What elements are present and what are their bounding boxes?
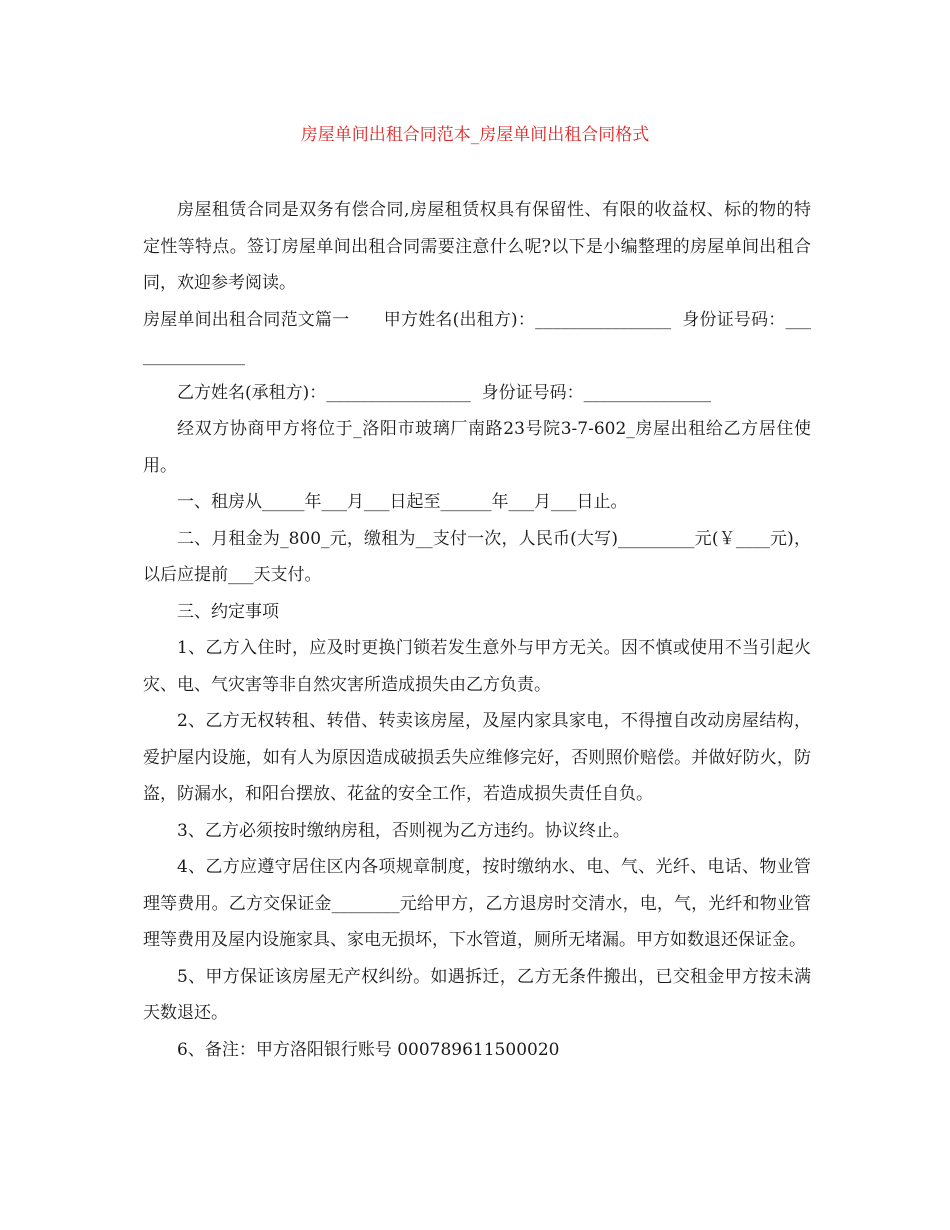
item-3-paragraph: 3、乙方必须按时缴纳房租，否则视为乙方违约。协议终止。 bbox=[177, 820, 630, 841]
document-title: 房屋单间出租合同范本_房屋单间出租合同格式 bbox=[300, 125, 650, 145]
document-body bbox=[143, 192, 811, 1068]
item-6-paragraph: 6、备注：甲方洛阳银行账号 000789611500020 bbox=[177, 1039, 560, 1060]
property-location-paragraph: 经双方协商甲方将位于_洛阳市玻璃厂南路23号院3-7-602_房屋出租给乙方居住使用。 bbox=[143, 419, 811, 476]
clause-2-rent: 二、月租金为_800_元，缴租为__支付一次，人民币(大写)_________元(￥____元)，以后应提前___天支付。 bbox=[143, 528, 811, 585]
item-1-paragraph: 1、乙方入住时，应及时更换门锁若发生意外与甲方无关。因不慎或使用不当引起火灾、电、气灾害等非自然灾害所造成损失由乙方负责。 bbox=[143, 638, 811, 695]
clause-3-heading: 三、约定事项 bbox=[177, 601, 279, 622]
clause-1-term: 一、租房从_____年___月___日起至______年___月___日止。 bbox=[177, 492, 628, 512]
intro-paragraph: 房屋租赁合同是双务有偿合同,房屋租赁权具有保留性、有限的收益权、标的物的特定性等特点。签订房屋单间出租合同需要注意什么呢?以下是小编整理的房屋单间出租合同，欢迎参考阅读。 bbox=[143, 200, 811, 293]
party-a-line: 房屋单间出租合同范文篇一 甲方姓名(出租方)：________________ 身份证号码：_______________ bbox=[143, 309, 811, 366]
party-b-line: 乙方姓名(承租方)：_________________ 身份证号码：_______________ bbox=[177, 382, 712, 403]
item-4-paragraph: 4、乙方应遵守居住区内各项规章制度，按时缴纳水、电、气、光纤、电话、物业管理等费用。乙方交保证金________元给甲方，乙方退房时交清水，电，气，光纤和物业管理等费用及屋内设施家具、家电无损坏，下水管道，厕所无堵漏。甲方如数退还保证金。 bbox=[143, 857, 811, 950]
item-2-paragraph: 2、乙方无权转租、转借、转卖该房屋，及屋内家具家电，不得擅自改动房屋结构，爱护屋内设施，如有人为原因造成破损丢失应维修完好，否则照价赔偿。并做好防火，防盗，防漏水，和阳台摆放、花盆的安全工作，若造成损失责任自负。 bbox=[143, 711, 811, 804]
item-5-paragraph: 5、甲方保证该房屋无产权纠纷。如遇拆迁，乙方无条件搬出，已交租金甲方按未满天数退还。 bbox=[143, 966, 811, 1023]
